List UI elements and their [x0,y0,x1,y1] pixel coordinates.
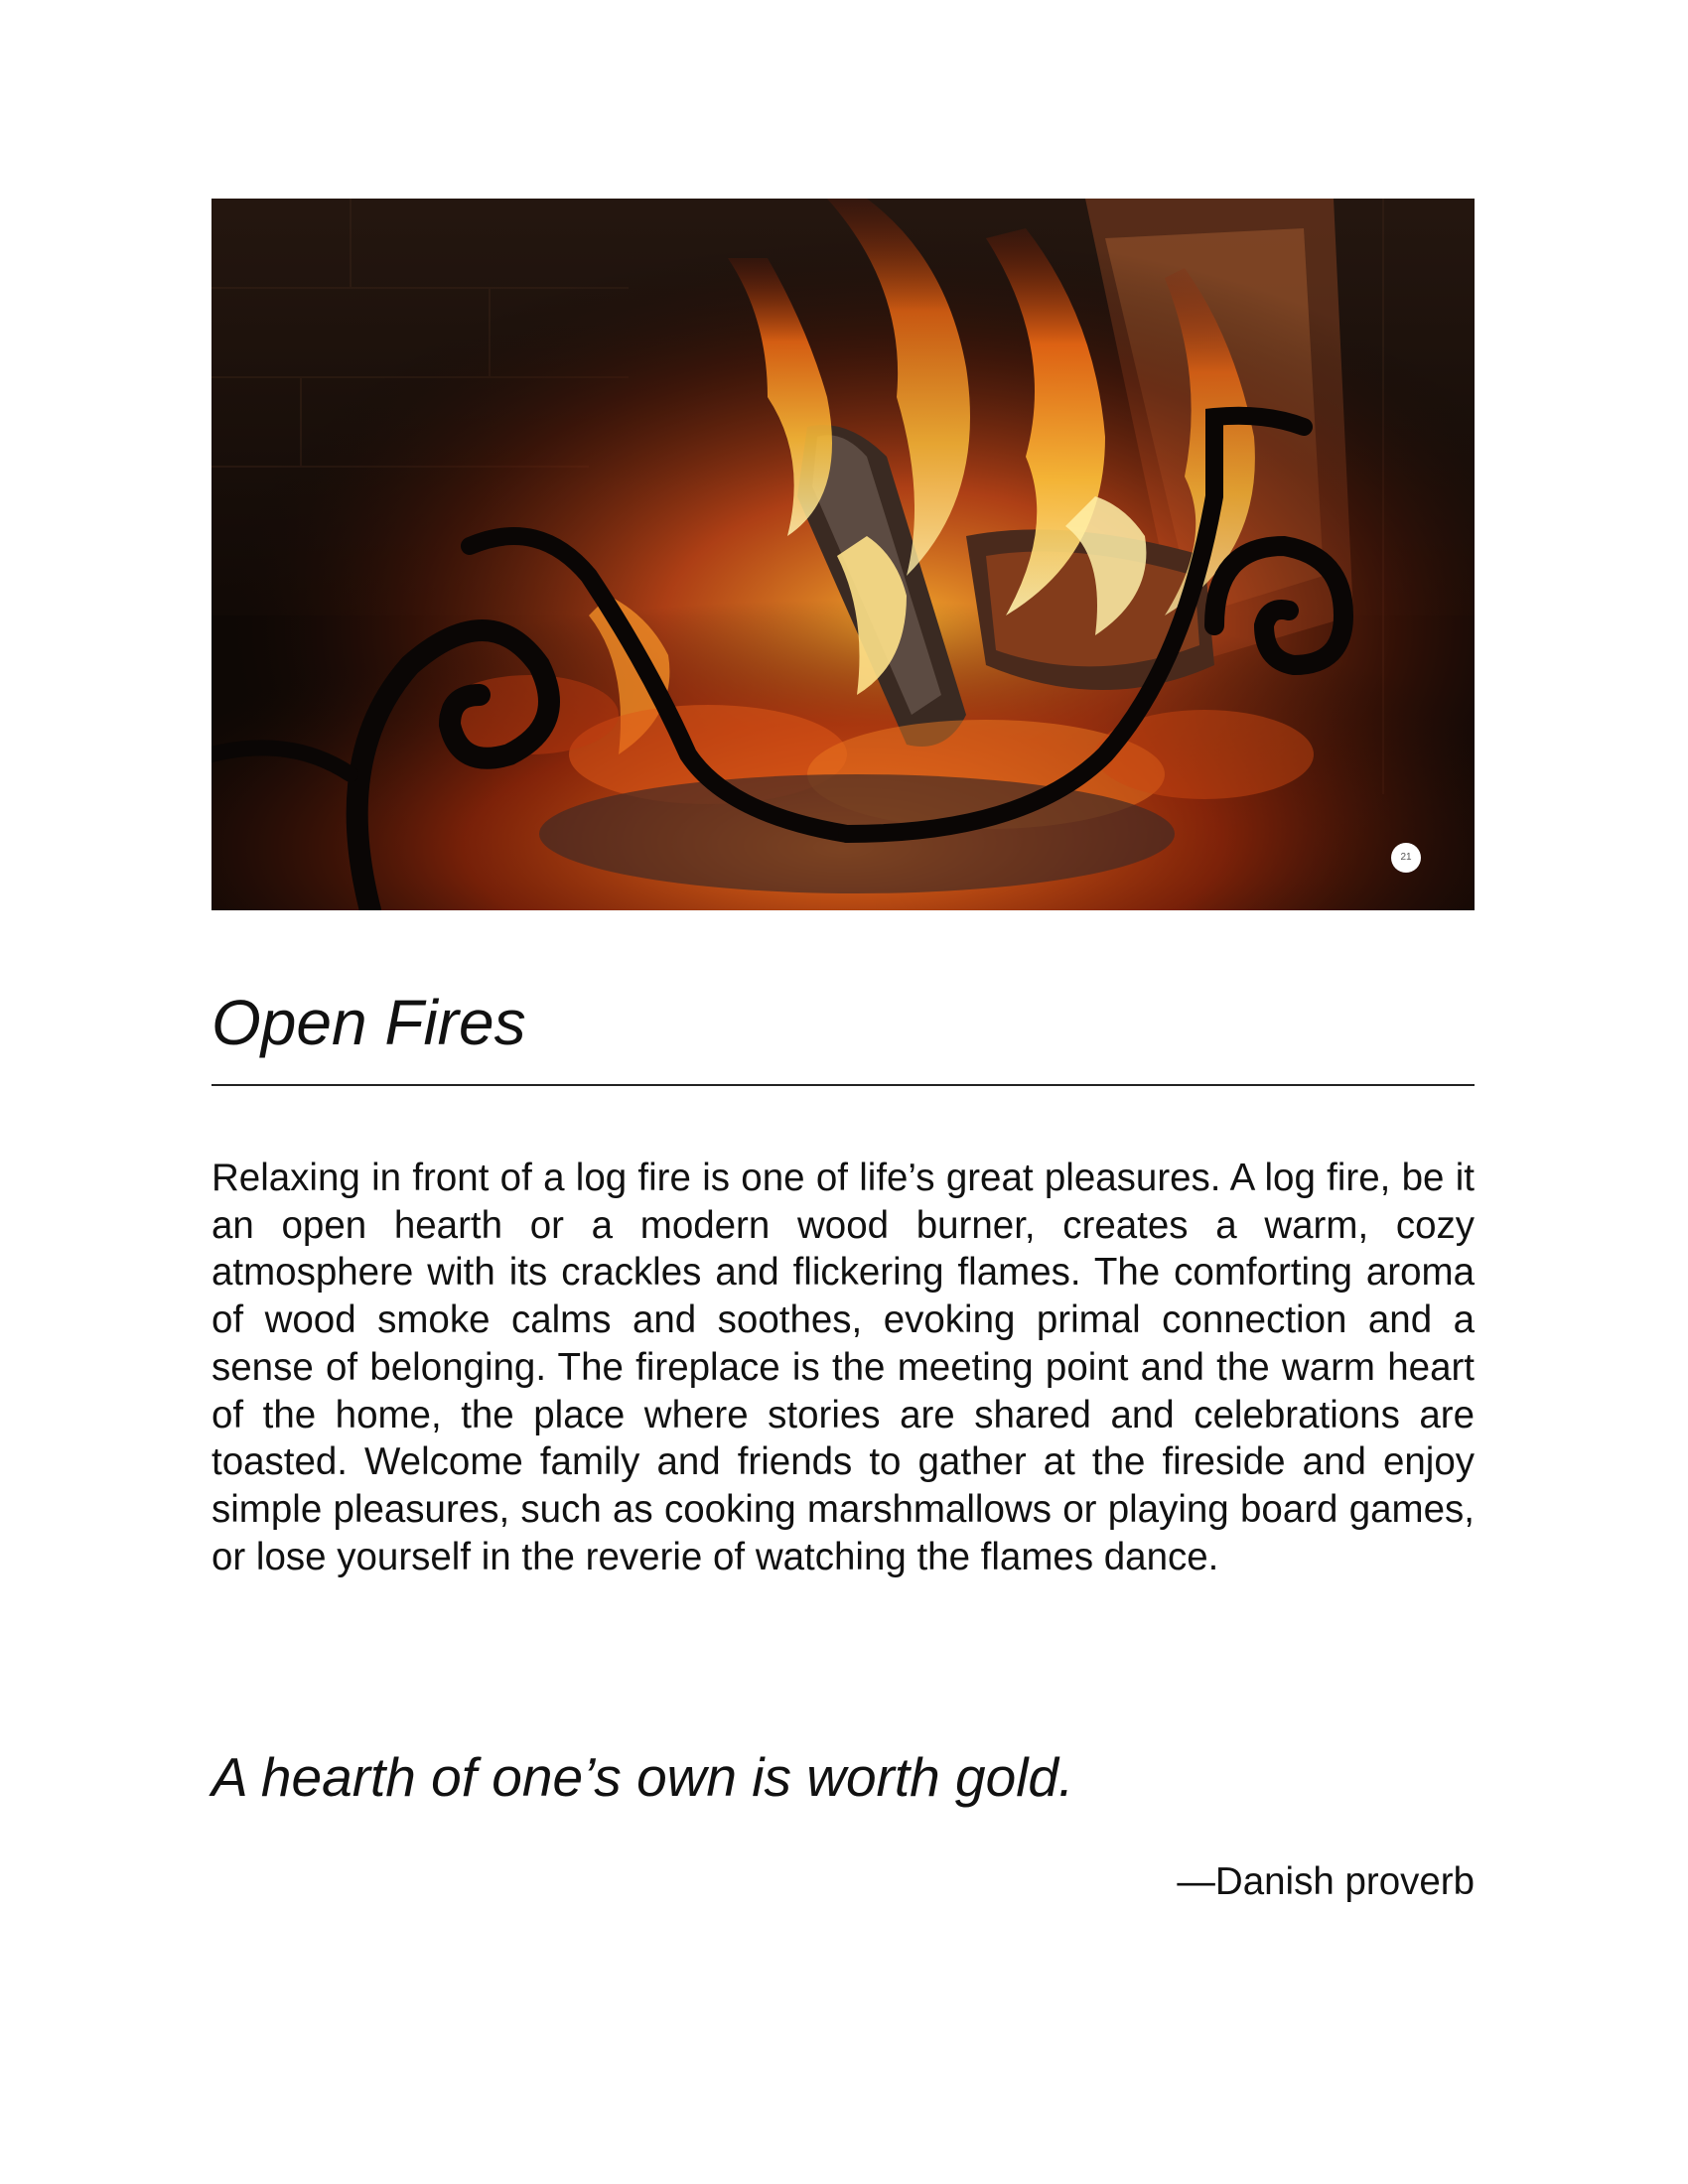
page-title: Open Fires [211,987,526,1058]
body-paragraph: Relaxing in front of a log fire is one of life’s great pleasures. A log fire, be it an open hearth or a modern wood burner, creates a warm, cozy atmosphere with its crackles and flickering flames. The comforting aroma of wood smoke calms and soothes, evoking primal connection and a sense of belonging. The fireplace is the meeting point and the warm heart of the home, the place where stories are shared and celebrations are toasted. Welcome family and friends to gather at the fireside and enjoy simple pleasures, such as cooking marshmallows or playing board games, or lose yourself in the reverie of watching the flames dance. [211,1157,1475,1578]
fireplace-photo [211,199,1475,910]
title-divider [211,1084,1475,1086]
page-number-badge: 21 [1391,843,1421,873]
proverb-quote: A hearth of one’s own is worth gold. [211,1746,1074,1808]
fireplace-illustration [211,199,1475,910]
quote-attribution: —Danish proverb [1177,1860,1475,1903]
